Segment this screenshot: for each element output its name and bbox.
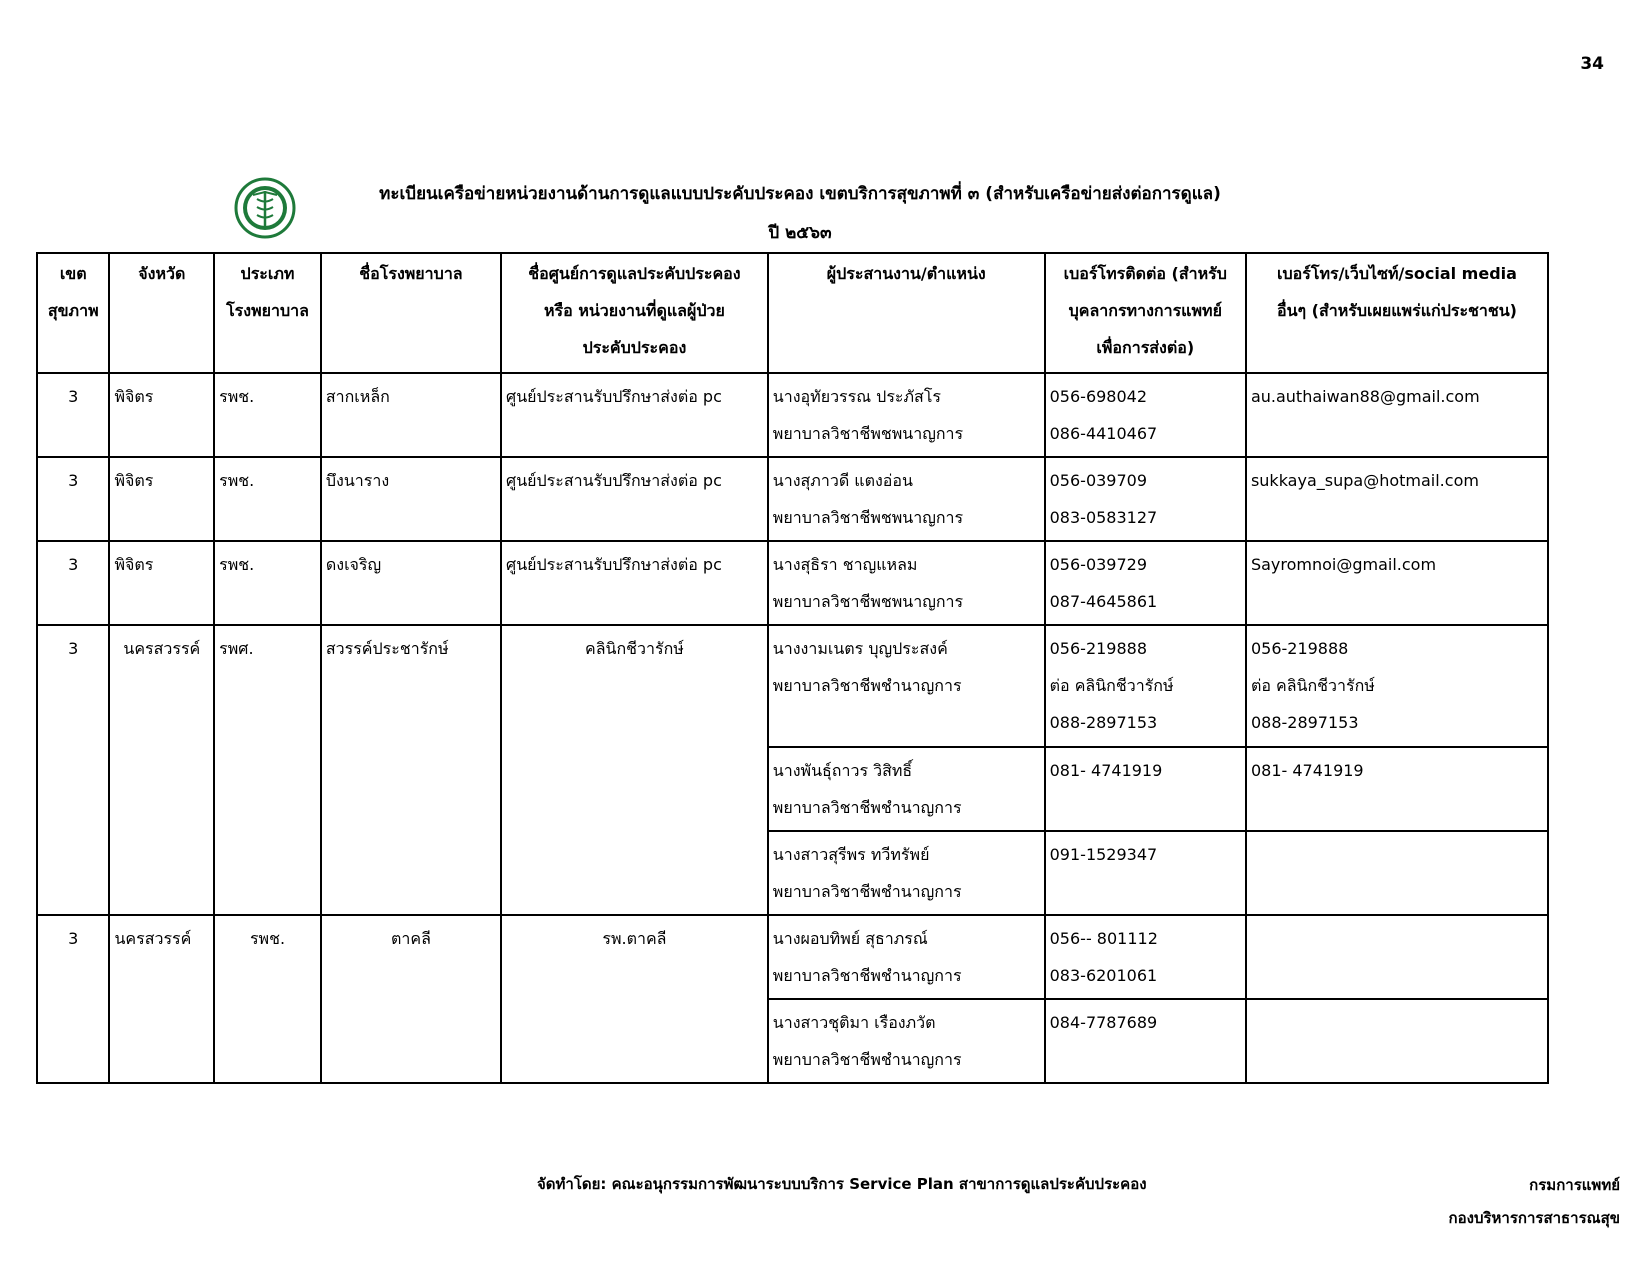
province-cell: พิจิตร	[109, 373, 214, 457]
medical-phone-cell: 056-698042 086-4410467	[1045, 373, 1246, 457]
coordinator-cell: นางสุธิรา ชาญแหลม พยาบาลวิชาชีพชพนาญการ	[768, 541, 1045, 625]
ministry-seal-icon	[233, 177, 297, 239]
header-zone: เขต สุขภาพ	[37, 253, 109, 373]
coordinator-cell: นางอุทัยวรรณ ประภัสโร พยาบาลวิชาชีพชพนาญการ	[768, 373, 1045, 457]
zone-cell: 3	[37, 457, 109, 541]
care-center-cell: ศูนย์ประสานรับปรึกษาส่งต่อ pc	[501, 373, 768, 457]
header-hospital-type: ประเภท โรงพยาบาล	[214, 253, 321, 373]
coordinator-cell: นางพันธุ์ถาวร วิสิทธิ์ พยาบาลวิชาชีพชำนาญการ	[768, 747, 1045, 831]
header-province: จังหวัด	[109, 253, 214, 373]
document-title: ทะเบียนเครือข่ายหน่วยงานด้านการดูแลแบบประคับประคอง เขตบริการสุขภาพที่ ๓ (สำหรับเครือข่ายส่งต่อการดูแล)	[379, 184, 1221, 204]
medical-phone-cell: 084-7787689	[1045, 999, 1246, 1083]
province-cell: นครสวรรค์	[109, 915, 214, 1083]
medical-phone-cell: 056-- 801112 083-6201061	[1045, 915, 1246, 999]
public-contact-cell: au.authaiwan88@gmail.com	[1246, 373, 1548, 457]
header-row	[37, 253, 1548, 373]
medical-phone-cell: 056-039709 083-0583127	[1045, 457, 1246, 541]
public-contact-cell: 056-219888 ต่อ คลินิกชีวารักษ์ 088-2897153	[1246, 625, 1548, 747]
hospital-type-cell: รพช.	[214, 457, 321, 541]
header-hospital-name: ชื่อโรงพยาบาล	[321, 253, 501, 373]
hospital-name-cell: สวรรค์ประชารักษ์	[321, 625, 501, 915]
medical-phone-cell: 056-219888 ต่อ คลินิกชีวารักษ์ 088-2897153	[1045, 625, 1246, 747]
hospital-name-cell: บึงนาราง	[321, 457, 501, 541]
page-number: 34	[1580, 54, 1604, 74]
table-row	[37, 915, 1548, 999]
org-name-1: กรมการแพทย์	[1529, 1176, 1620, 1194]
medical-phone-cell: 091-1529347	[1045, 831, 1246, 915]
public-contact-cell: 081- 4741919	[1246, 747, 1548, 831]
care-center-cell: ศูนย์ประสานรับปรึกษาส่งต่อ pc	[501, 541, 768, 625]
public-contact-cell	[1246, 831, 1548, 915]
zone-cell: 3	[37, 625, 109, 915]
coordinator-cell: นางผอบทิพย์ สุธาภรณ์ พยาบาลวิชาชีพชำนาญการ	[768, 915, 1045, 999]
public-contact-cell	[1246, 915, 1548, 999]
document-year: ปี ๒๕๖๓	[768, 223, 832, 243]
table-row	[37, 457, 1548, 541]
hospital-type-cell: รพศ.	[214, 625, 321, 915]
zone-cell: 3	[37, 915, 109, 1083]
header-public-contact: เบอร์โทร/เว็บไซท์/social media อื่นๆ (สำหรับเผยแพร่แก่ประชาชน)	[1246, 253, 1548, 373]
coordinator-cell: นางสาวสุรีพร ทวีทรัพย์ พยาบาลวิชาชีพชำนาญการ	[768, 831, 1045, 915]
care-center-cell: คลินิกชีวารักษ์	[501, 625, 768, 915]
coordinator-cell: นางสาวชุติมา เรืองภวัต พยาบาลวิชาชีพชำนาญการ	[768, 999, 1045, 1083]
hospital-type-cell: รพช.	[214, 915, 321, 1083]
zone-cell: 3	[37, 373, 109, 457]
care-center-cell: ศูนย์ประสานรับปรึกษาส่งต่อ pc	[501, 457, 768, 541]
hospital-name-cell: ดงเจริญ	[321, 541, 501, 625]
coordinator-cell: นางสุภาวดี แตงอ่อน พยาบาลวิชาชีพชพนาญการ	[768, 457, 1045, 541]
header-care-center: ชื่อศูนย์การดูแลประคับประคอง หรือ หน่วยงานที่ดูแลผู้ป่วย ประคับประคอง	[501, 253, 768, 373]
table-row	[37, 541, 1548, 625]
hospital-name-cell: ตาคลี	[321, 915, 501, 1083]
medical-phone-cell: 056-039729 087-4645861	[1045, 541, 1246, 625]
header-coordinator: ผู้ประสานงาน/ตำแหน่ง	[768, 253, 1045, 373]
province-cell: พิจิตร	[109, 457, 214, 541]
registry-table	[36, 252, 1549, 1084]
hospital-type-cell: รพช.	[214, 541, 321, 625]
table-row	[37, 625, 1548, 747]
care-center-cell: รพ.ตาคลี	[501, 915, 768, 1083]
public-contact-cell	[1246, 999, 1548, 1083]
coordinator-cell: นางงามเนตร บุญประสงค์ พยาบาลวิชาชีพชำนาญการ	[768, 625, 1045, 747]
public-contact-cell: sukkaya_supa@hotmail.com	[1246, 457, 1548, 541]
medical-phone-cell: 081- 4741919	[1045, 747, 1246, 831]
prepared-by: จัดทำโดย: คณะอนุกรรมการพัฒนาระบบบริการ Service Plan สาขาการดูแลประคับประคอง	[537, 1175, 1147, 1193]
hospital-type-cell: รพช.	[214, 373, 321, 457]
zone-cell: 3	[37, 541, 109, 625]
table-row	[37, 373, 1548, 457]
province-cell: พิจิตร	[109, 541, 214, 625]
public-contact-cell: Sayromnoi@gmail.com	[1246, 541, 1548, 625]
hospital-name-cell: สากเหล็ก	[321, 373, 501, 457]
province-cell: นครสวรรค์	[109, 625, 214, 915]
org-name-2: กองบริหารการสาธารณสุข	[1448, 1209, 1620, 1227]
header-medical-phone: เบอร์โทรติดต่อ (สำหรับ บุคลากรทางการแพทย์ เพื่อการส่งต่อ)	[1045, 253, 1246, 373]
